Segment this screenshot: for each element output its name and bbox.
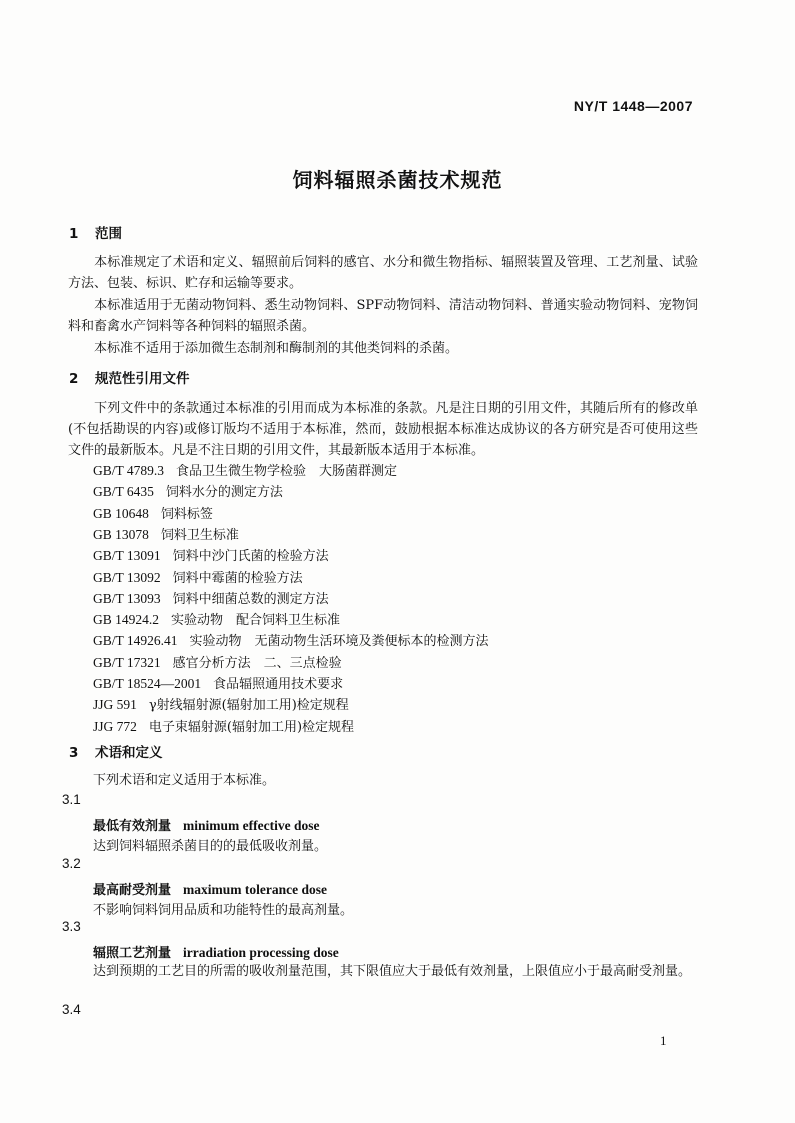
- section-1-paragraph-1: 本标准规定了术语和定义、辐照前后饲料的感官、水分和微生物指标、辐照装置及管理、工艺剂量、试验方法、包装、标识、贮存和运输等要求。: [68, 255, 698, 291]
- reference-item: [93, 524, 239, 543]
- reference-item: [93, 567, 303, 586]
- term-definition: 达到饲料辐照杀菌目的的最低吸收剂量。: [93, 839, 328, 854]
- reference-item: [93, 694, 349, 713]
- section-number: 2: [69, 371, 79, 387]
- reference-item: [93, 673, 343, 692]
- reference-code: GB 14924.2: [93, 612, 160, 628]
- term-english: minimum effective dose: [183, 818, 320, 833]
- reference-item: [93, 630, 489, 649]
- section-number: 1: [69, 226, 79, 242]
- reference-title: 饲料中细菌总数的测定方法: [172, 591, 329, 607]
- reference-title: 感官分析方法 二、三点检验: [172, 655, 342, 671]
- reference-title: 实验动物 无菌动物生活环境及粪便标本的检测方法: [189, 634, 489, 650]
- reference-title: 饲料标签: [160, 506, 213, 522]
- section-1-paragraph-2: 本标准适用于无菌动物饲料、悉生动物饲料、SPF动物饲料、清洁动物饲料、普通实验动物饲料、宠物饲料和畜禽水产饲料等各种饲料的辐照杀菌。: [68, 298, 698, 334]
- reference-item: [93, 545, 329, 564]
- page-number: 1: [660, 1033, 667, 1048]
- reference-code: GB 10648: [93, 505, 149, 521]
- reference-code: GB/T 14926.41: [93, 633, 178, 649]
- reference-title: 实验动物 配合饲料卫生标准: [171, 613, 341, 629]
- reference-code: GB/T 6435: [93, 484, 154, 500]
- reference-code: GB 13078: [93, 526, 149, 542]
- term-chinese: 辐照工艺剂量: [93, 946, 172, 961]
- reference-code: JJG 772: [93, 718, 137, 734]
- section-title: 术语和定义: [95, 745, 163, 761]
- reference-title: 饲料中沙门氏菌的检验方法: [172, 549, 329, 565]
- reference-item: [93, 481, 283, 500]
- reference-title: 食品卫生微生物学检验 大肠菌群测定: [176, 464, 398, 479]
- section-number: 3: [69, 745, 79, 761]
- term-chinese: 最高耐受剂量: [93, 883, 172, 898]
- section-1-paragraph-3: 本标准不适用于添加微生态制剂和酶制剂的其他类饲料的杀菌。: [94, 341, 459, 356]
- reference-title: 食品辐照通用技术要求: [213, 677, 344, 692]
- section-title: 规范性引用文件: [95, 371, 190, 387]
- clause-number: 3.4: [62, 1002, 81, 1017]
- reference-item: [93, 716, 354, 735]
- reference-title: 电子束辐射源(辐射加工用)检定规程: [148, 719, 355, 735]
- reference-code: GB/T 13093: [93, 590, 161, 606]
- reference-item: [93, 588, 329, 607]
- reference-code: GB/T 13091: [93, 548, 161, 564]
- section-title: 范围: [95, 226, 122, 242]
- term-heading: [93, 942, 339, 961]
- reference-code: GB/T 13092: [93, 569, 161, 585]
- reference-code: GB/T 4789.3: [93, 463, 165, 478]
- clause-number: 3.2: [62, 856, 81, 871]
- term-definition: 不影响饲料饲用品质和功能特性的最高剂量。: [93, 903, 354, 918]
- section-1-heading: [69, 222, 122, 242]
- section-3-heading: [69, 741, 163, 761]
- term-definition: 达到预期的工艺目的所需的吸收剂量范围，其下限值应大于最低有效剂量，上限值应小于最高耐受剂量。: [93, 964, 692, 979]
- term-heading: [93, 879, 327, 898]
- term-chinese: 最低有效剂量: [93, 819, 172, 834]
- term-english: irradiation processing dose: [183, 945, 339, 960]
- reference-code: GB/T 18524—2001: [93, 676, 202, 691]
- reference-title: 饲料卫生标准: [160, 527, 239, 543]
- section-3-intro: 下列术语和定义适用于本标准。: [93, 773, 276, 788]
- clause-number: 3.3: [62, 919, 81, 934]
- reference-title: 饲料水分的测定方法: [165, 485, 283, 501]
- standard-code: NY/T 1448—2007: [573, 98, 693, 114]
- clause-number: 3.1: [62, 792, 81, 807]
- reference-item: [93, 652, 342, 671]
- section-2-heading: [69, 367, 190, 387]
- reference-title: 饲料中霉菌的检验方法: [172, 570, 303, 586]
- reference-item: [93, 609, 340, 628]
- reference-item: [93, 503, 213, 522]
- term-heading: [93, 815, 319, 834]
- document-title: 饲料辐照杀菌技术规范: [292, 168, 503, 192]
- reference-code: JJG 591: [93, 697, 137, 713]
- reference-item: [93, 460, 397, 479]
- reference-code: GB/T 17321: [93, 654, 161, 670]
- reference-title: γ射线辐射源(辐射加工用)检定规程: [148, 698, 349, 714]
- section-2-intro: 下列文件中的条款通过本标准的引用而成为本标准的条款。凡是注日期的引用文件，其随后所有的修改单(不包括勘误的内容)或修订版均不适用于本标准，然而，鼓励根据本标准达成协议的各方研究是否可使用这些文件的最新版本。凡是不注日期的引用文件，其最新版本适用于本标准。: [68, 401, 698, 458]
- term-english: maximum tolerance dose: [183, 882, 327, 897]
